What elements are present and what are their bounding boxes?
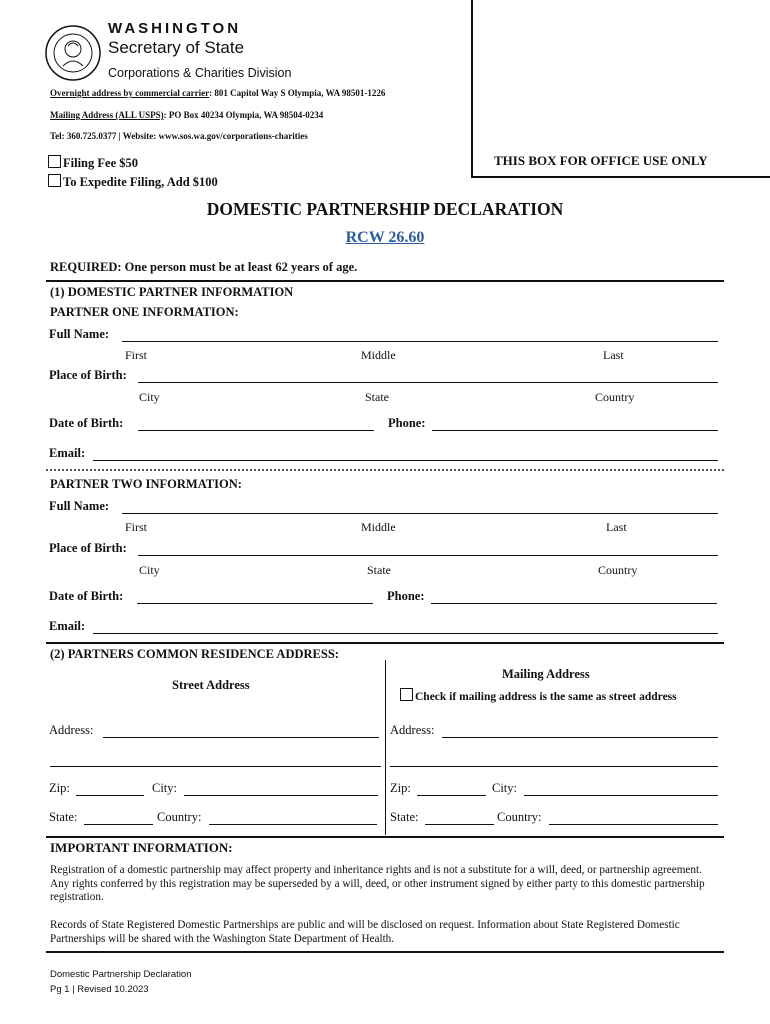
street-address-label: Address:	[49, 723, 94, 737]
p1-full-name-label: Full Name:	[49, 327, 110, 341]
p2-full-name-field[interactable]	[122, 513, 718, 514]
p2-city-caption: City	[139, 563, 160, 577]
p1-state-caption: State	[365, 390, 389, 404]
expedite-row	[48, 174, 218, 190]
divider	[46, 951, 724, 953]
same-address-label: Check if mailing address is the same as street address	[415, 691, 677, 703]
p1-dob-label: Date of Birth:	[49, 416, 124, 430]
overnight-label: Overnight address by commercial carrier	[50, 88, 210, 98]
p1-place-of-birth-label: Place of Birth:	[49, 368, 127, 382]
mailing-address-label: Address:	[390, 723, 435, 737]
p1-city-caption: City	[139, 390, 160, 404]
p1-middle-caption: Middle	[361, 348, 396, 362]
street-city-label: City:	[152, 781, 178, 795]
org-name: WASHINGTON	[108, 20, 242, 37]
partner-one-heading: PARTNER ONE INFORMATION:	[50, 305, 239, 319]
filing-fee-checkbox[interactable]	[48, 155, 61, 168]
office-use-box	[471, 0, 770, 178]
age-requirement: REQUIRED: One person must be at least 62 years of age.	[50, 260, 358, 274]
p2-state-caption: State	[367, 563, 391, 577]
mailing-country-field[interactable]	[549, 824, 718, 825]
partner-two-heading: PARTNER TWO INFORMATION:	[50, 477, 242, 491]
overnight-address	[50, 88, 385, 98]
section2-heading: (2) PARTNERS COMMON RESIDENCE ADDRESS:	[50, 647, 339, 661]
mailing-country-label: Country:	[497, 810, 542, 824]
state-seal-logo	[44, 24, 102, 82]
mailing-city-field[interactable]	[524, 795, 718, 796]
p2-dob-label: Date of Birth:	[49, 589, 124, 603]
important-heading: IMPORTANT INFORMATION:	[50, 840, 233, 855]
mailing-address-field[interactable]	[442, 737, 718, 738]
footer-page-info: Pg 1 | Revised 10.2023	[50, 984, 149, 995]
p1-last-caption: Last	[603, 348, 624, 362]
footer-doc-name: Domestic Partnership Declaration	[50, 969, 192, 980]
p2-phone-label: Phone:	[387, 589, 425, 603]
p1-full-name-field[interactable]	[122, 341, 718, 342]
street-zip-field[interactable]	[76, 795, 144, 796]
section1-heading: (1) DOMESTIC PARTNER INFORMATION	[50, 285, 294, 299]
form-title: DOMESTIC PARTNERSHIP DECLARATION	[206, 199, 564, 219]
important-paragraph-2: Records of State Registered Domestic Partnerships are public and will be disclosed on request. Information about State Registered Domestic Partnerships will be shared with the Washington State Department of Health.	[50, 919, 680, 945]
p2-email-label: Email:	[49, 619, 86, 633]
same-address-checkbox[interactable]	[400, 688, 413, 701]
mailing-address-heading: Mailing Address	[502, 667, 590, 681]
p1-email-label: Email:	[49, 446, 86, 460]
street-state-label: State:	[49, 810, 78, 824]
mailing-value: : PO Box 40234 Olympia, WA 98504-0234	[163, 110, 324, 120]
p1-email-field[interactable]	[93, 460, 718, 461]
p2-dob-field[interactable]	[137, 603, 373, 604]
p1-dob-field[interactable]	[138, 430, 374, 431]
p2-country-caption: Country	[598, 563, 638, 577]
mailing-state-label: State:	[390, 810, 419, 824]
p2-place-of-birth-label: Place of Birth:	[49, 541, 127, 555]
division-name: Corporations & Charities Division	[108, 66, 292, 80]
street-address-field[interactable]	[103, 737, 379, 738]
p1-phone-field[interactable]	[432, 430, 718, 431]
street-zip-label: Zip:	[49, 781, 70, 795]
divider	[46, 642, 724, 644]
street-address-line2[interactable]	[50, 766, 381, 767]
divider	[46, 836, 724, 838]
mailing-label: Mailing Address (ALL USPS)	[50, 110, 164, 120]
p2-middle-caption: Middle	[361, 520, 396, 534]
column-divider	[385, 660, 386, 835]
filing-fee-row	[48, 155, 138, 171]
p1-country-caption: Country	[595, 390, 635, 404]
p2-email-field[interactable]	[93, 633, 718, 634]
important-paragraph-1: Registration of a domestic partnership may affect property and inheritance rights and is not a substitute for a will, deed, or partnership agreement. Any rights conferred by this registration may be superseded by a will, deed, or other instrument signed by either party to this domestic partnership registration.	[50, 864, 705, 903]
contact-info: Tel: 360.725.0377 | Website: www.sos.wa.gov/corporations-charities	[50, 131, 308, 141]
mailing-address	[50, 110, 323, 120]
mailing-zip-field[interactable]	[417, 795, 486, 796]
divider	[46, 280, 724, 282]
mailing-zip-label: Zip:	[390, 781, 411, 795]
street-address-heading: Street Address	[172, 678, 250, 692]
street-city-field[interactable]	[184, 795, 378, 796]
p2-first-caption: First	[125, 520, 148, 534]
p2-place-of-birth-field[interactable]	[138, 555, 718, 556]
org-subtitle: Secretary of State	[108, 38, 245, 57]
overnight-value: : 801 Capitol Way S Olympia, WA 98501-1226	[209, 88, 386, 98]
p1-first-caption: First	[125, 348, 148, 362]
p2-last-caption: Last	[606, 520, 627, 534]
street-state-field[interactable]	[84, 824, 153, 825]
filing-fee-label: Filing Fee $50	[63, 156, 138, 170]
partner-separator	[46, 469, 724, 471]
rcw-link[interactable]: RCW 26.60	[345, 229, 425, 246]
mailing-state-field[interactable]	[425, 824, 494, 825]
expedite-checkbox[interactable]	[48, 174, 61, 187]
mailing-city-label: City:	[492, 781, 518, 795]
p1-place-of-birth-field[interactable]	[138, 382, 718, 383]
p1-phone-label: Phone:	[388, 416, 426, 430]
same-address-row	[400, 688, 677, 703]
office-use-label: THIS BOX FOR OFFICE USE ONLY	[494, 153, 708, 168]
p2-phone-field[interactable]	[431, 603, 717, 604]
mailing-address-line2[interactable]	[390, 766, 718, 767]
p2-full-name-label: Full Name:	[49, 499, 110, 513]
street-country-label: Country:	[157, 810, 202, 824]
street-country-field[interactable]	[209, 824, 377, 825]
expedite-label: To Expedite Filing, Add $100	[63, 175, 218, 189]
